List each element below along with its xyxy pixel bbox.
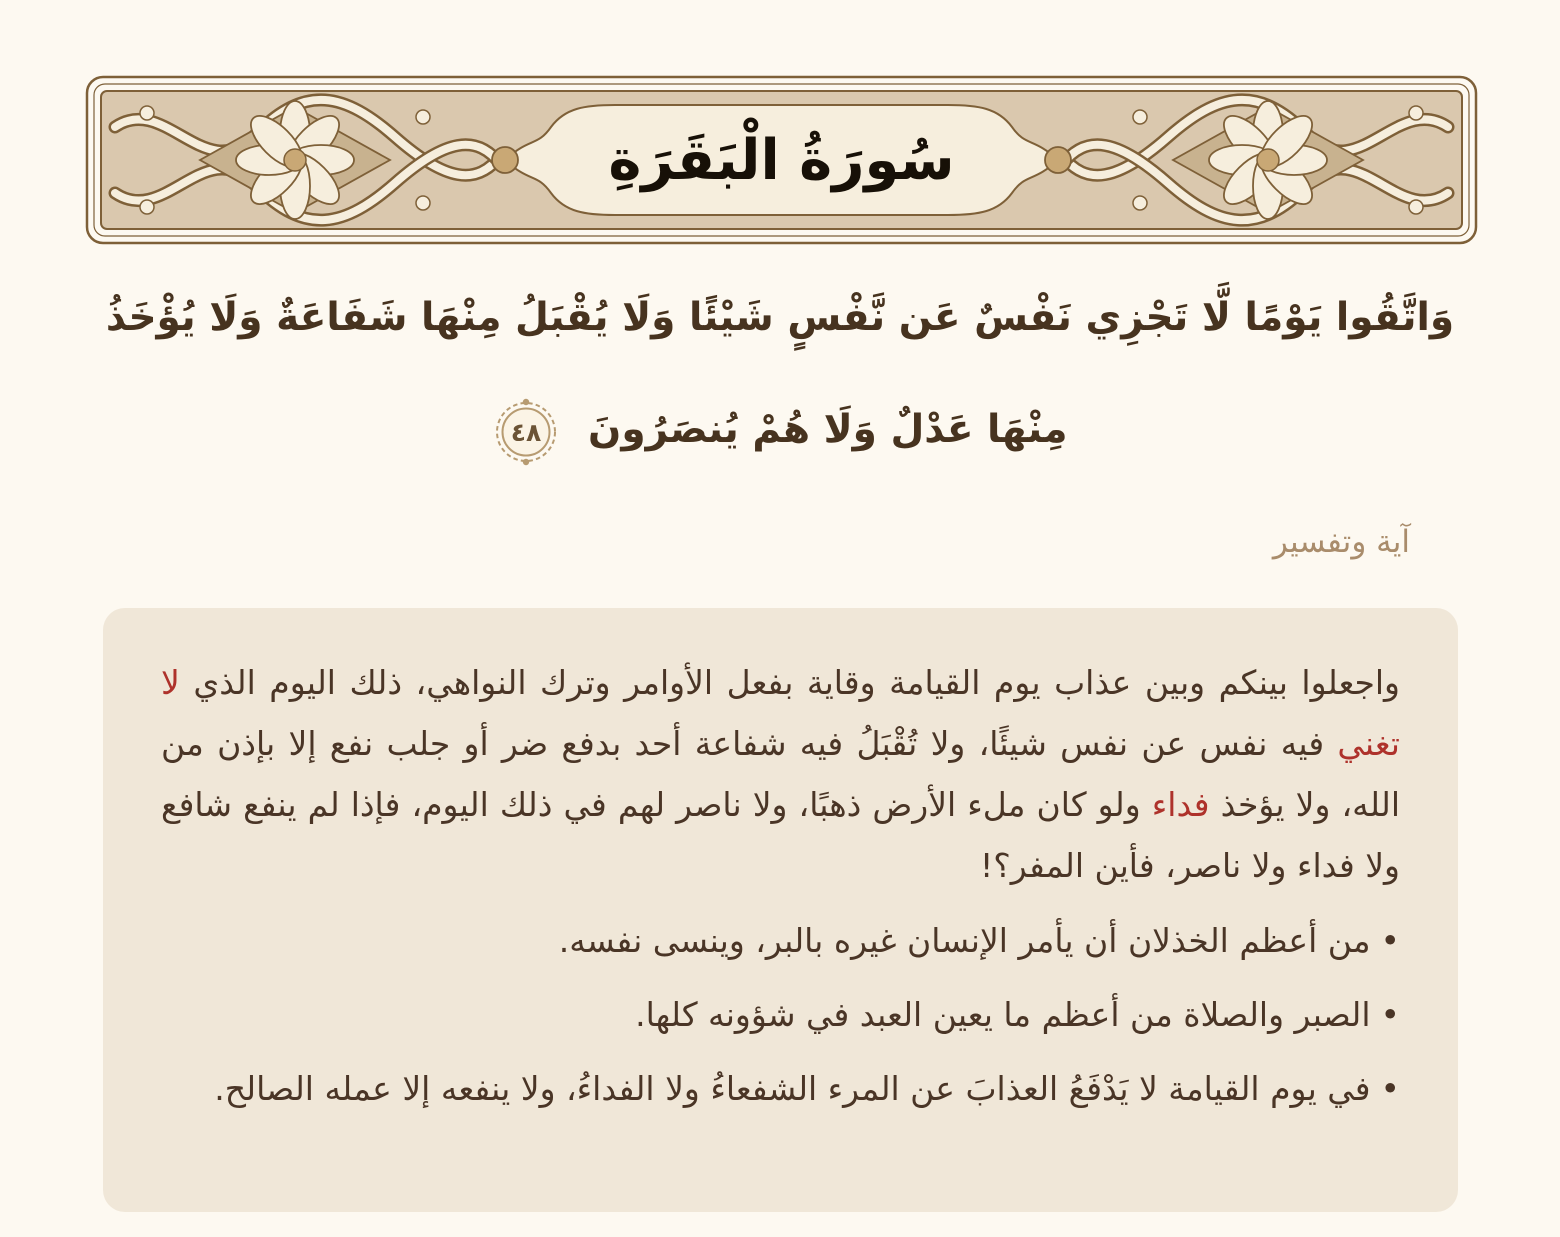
tafsir-bullet-item — [161, 1058, 1400, 1119]
verse-line-1: وَاتَّقُوا يَوْمًا لَّا تَجْزِي نَفْسٌ عَن نَّفْسٍ شَيْئًا وَلَا يُقْبَلُ مِنْهَا شَفَاعَةٌ وَلَا يُؤْخَذُ — [105, 295, 1455, 340]
verse-line-2-text: مِنْهَا عَدْلٌ وَلَا هُمْ يُنصَرُونَ — [588, 407, 1068, 452]
tafsir-bullet-item — [161, 984, 1400, 1045]
tafsir-bullet-list — [161, 910, 1400, 1119]
highlighted-word: لا تغني — [161, 663, 1400, 763]
ayah-number-medallion-icon — [492, 398, 560, 466]
verse-block — [0, 262, 1560, 486]
highlighted-word: فداء — [1151, 785, 1210, 824]
bullet-marker: • — [1380, 1069, 1400, 1108]
bullet-text: من أعظم الخذلان أن يأمر الإنسان غيره بالبر، وينسى نفسه. — [558, 921, 1371, 960]
surah-banner — [85, 75, 1478, 245]
verse-line-2 — [0, 374, 1560, 486]
surah-title: سُورَةُ الْبَقَرَةِ — [608, 127, 955, 193]
paragraph-text: واجعلوا بينكم وبين عذاب يوم القيامة وقاية بفعل الأوامر وترك النواهي، ذلك اليوم الذي — [179, 663, 1400, 702]
bullet-marker: • — [1380, 921, 1400, 960]
tafsir-bullet-item — [161, 910, 1400, 971]
bullet-text: الصبر والصلاة من أعظم ما يعين العبد في شؤونه كلها. — [635, 995, 1371, 1034]
ayah-number: ٤٨ — [511, 417, 542, 447]
paragraph-text: فيه نفس عن نفس شيئًا، ولا تُقْبَلُ فيه شفاعة أحد بدفع ضر أو جلب نفع إلا بإذن من الله، ولا يؤخذ — [161, 724, 1401, 824]
paragraph-text: ولو كان ملء الأرض ذهبًا، ولا ناصر لهم في ذلك اليوم، فإذا لم ينفع شافع ولا فداء ولا ناصر، فأين المفر؟! — [161, 785, 1400, 885]
section-label: آية وتفسير — [1272, 524, 1410, 560]
tafsir-paragraph — [161, 652, 1400, 896]
bullet-marker: • — [1380, 995, 1400, 1034]
bullet-text: في يوم القيامة لا يَدْفَعُ العذابَ عن المرء الشفعاءُ ولا الفداءُ، ولا ينفعه إلا عمله الصالح. — [214, 1069, 1371, 1108]
tafsir-box — [103, 608, 1458, 1212]
